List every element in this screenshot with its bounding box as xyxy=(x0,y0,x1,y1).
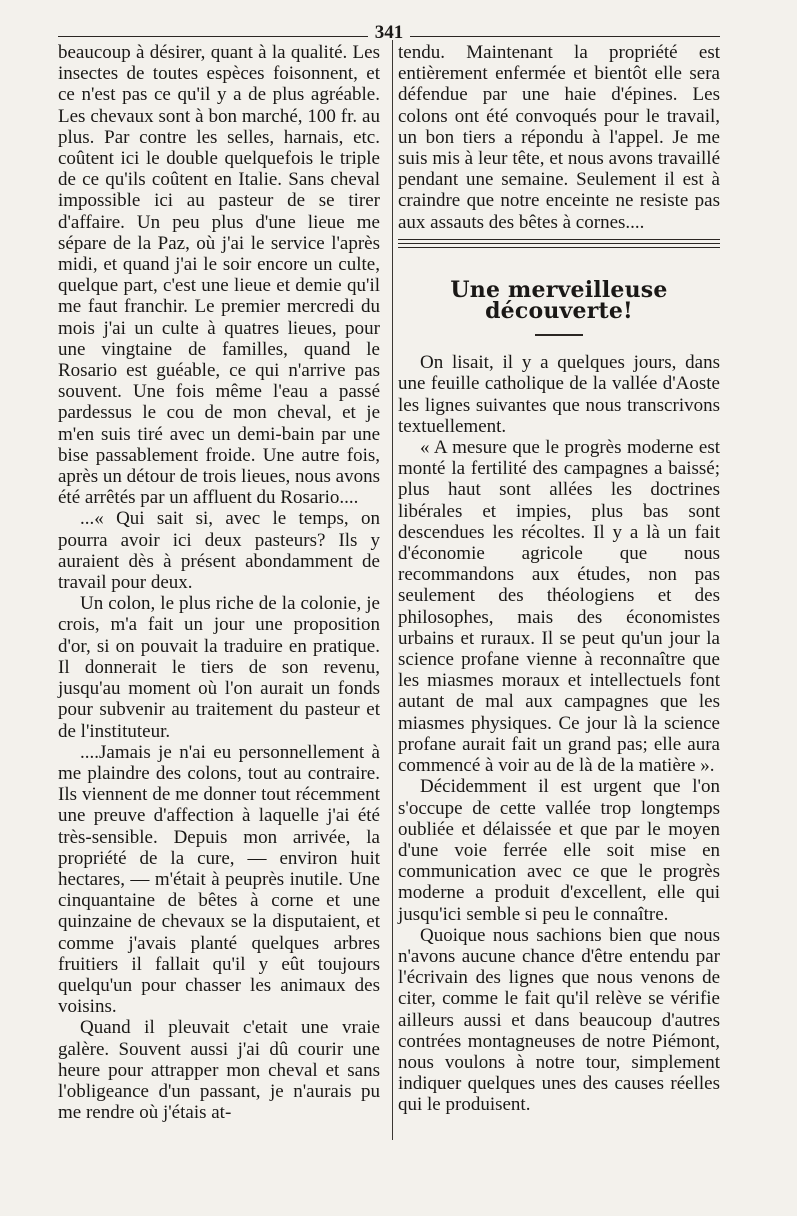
left-paragraph-4: ....Jamais je n'ai eu personnellement à me plaindre des colons, tout au contraire. Ils viennent de me donner tout récemment une preuve d'affection à laquelle j'ai été très-sensible. Depuis mon arrivée, la propriété de la cure, — environ huit hectares, — m'était à peuprès inutile. Une cinquantaine de bêtes à corne et une quinzaine de chevaux se la disputaient, et comme j'avais planté quelques arbres fruitiers il fallait qu'il y eût toujours quelqu'un pour chasser les animaux des voisins. xyxy=(58,741,380,1018)
left-paragraph-5: Quand il pleuvait c'etait une vraie galère. Souvent aussi j'ai dû courir une heure pour attrapper mon cheval et sans l'obligeance d'un passant, je n'aurais pu me rendre où j'étais at- xyxy=(58,1017,380,1124)
title-dash xyxy=(535,334,583,336)
article-title: Une merveilleuse découverte! xyxy=(450,276,668,325)
left-column xyxy=(58,42,380,1123)
section-separator-thin xyxy=(398,247,720,248)
left-paragraph-3: Un colon, le plus riche de la colonie, je crois, m'a fait un jour une proposition d'or, si on pouvait la traduire en pratique. Il donnerait le tiers de son revenu, jusqu'au moment où l'on aurait un fonds pour subvenir au traitement du pasteur et de l'instituteur. xyxy=(58,593,380,742)
article-intro: On lisait, il y a quelques jours, dans une feuille catholique de la vallée d'Aoste les lignes suivantes que nous transcrivons textuellement. xyxy=(398,352,720,437)
page-number: 341 xyxy=(374,22,404,43)
column-divider xyxy=(392,40,393,1140)
header-rule-right xyxy=(410,36,720,37)
right-continuation: tendu. Maintenant la propriété est entièrement enfermée et bientôt elle sera défendue par une haie d'épines. Les colons ont été convoqués pour le travail, un bon tiers a répondu à l'appel. Je me suis mis à leur tête, et nous avons travaillé pendant une semaine. Seulement il est à craindre que notre enceinte ne resiste pas aux assauts des bêtes à cornes.... xyxy=(398,42,720,233)
section-separator xyxy=(398,239,720,244)
header-rule-left xyxy=(58,36,368,37)
left-paragraph-2: ...« Qui sait si, avec le temps, on pourra avoir ici deux pasteurs? Ils y auraient dès à présent abondamment de travail pour deux. xyxy=(58,508,380,594)
right-column xyxy=(398,42,720,1116)
left-paragraph-1: beaucoup à désirer, quant à la qualité. Les insectes de toutes espèces foisonnent, et ce n'est pas ce qu'il y a de plus agréable. Les chevaux sont à bon marché, 100 fr. au plus. Par contre les selles, harnais, etc. coûtent ici le double quelquefois le triple de ce qu'ils coûtent en Italie. Sans cheval impossible ici au pasteur de se tirer d'affaire. Un peu plus d'une lieue me sépare de la Paz, où j'ai le service l'après midi, et quand j'ai le soir encore un culte, quelque part, c'est une lieue et demie qu'il me faut franchir. Le premier mercredi du mois j'ai un culte à quatres lieues, pour une vingtaine de familles, quand le Rosario est guéable, ce qui n'arrive pas souvent. Une fois même l'eau a passé pardessus le cou de mon cheval, et je m'en suis tiré avec un demi-bain par une bise passablement froide. Une autre fois, après un détour de trois lieues, nous avons été arrêtés par un affluent du Rosario.... xyxy=(58,42,380,509)
article-quote: « A mesure que le progrès moderne est monté la fertilité des campagnes a baissé; plus haut sont allées les doctrines libérales et impies, plus bas sont descendues les récoltes. Il y a là un fait d'économie agricole que nous recommandons aux études, non pas seulement des théologiens et des philosophes, mais des économistes urbains et ruraux. Il se peut qu'un jour la science profane vienne à reconnaître que les miasmes moraux et intellectuels font autant de mal aux campagnes que les miasmes physiques. Ce jour là la science profane aurait fait un grand pas; elle aura commencé à voir au de là de la matière ». xyxy=(398,437,720,777)
article-paragraph-2: Décidemment il est urgent que l'on s'occupe de cette vallée trop longtemps oubliée et délaissée et que par le moyen d'une voie ferrée elle soit mise en communication avec ce que le progrès moderne a produit d'excellent, elle qui jusqu'ici semble si peu le connaître. xyxy=(398,776,720,925)
article-paragraph-3: Quoique nous sachions bien que nous n'avons aucune chance d'être entendu par l'écrivain des lignes que nous venons de citer, comme le fait qu'il relève se vérifie ailleurs aussi et dans beaucoup d'autres contrées montagneuses de notre Piémont, nous voulons à notre tour, simplement indiquer quelques unes des causes réelles qui le produisent. xyxy=(398,924,720,1116)
